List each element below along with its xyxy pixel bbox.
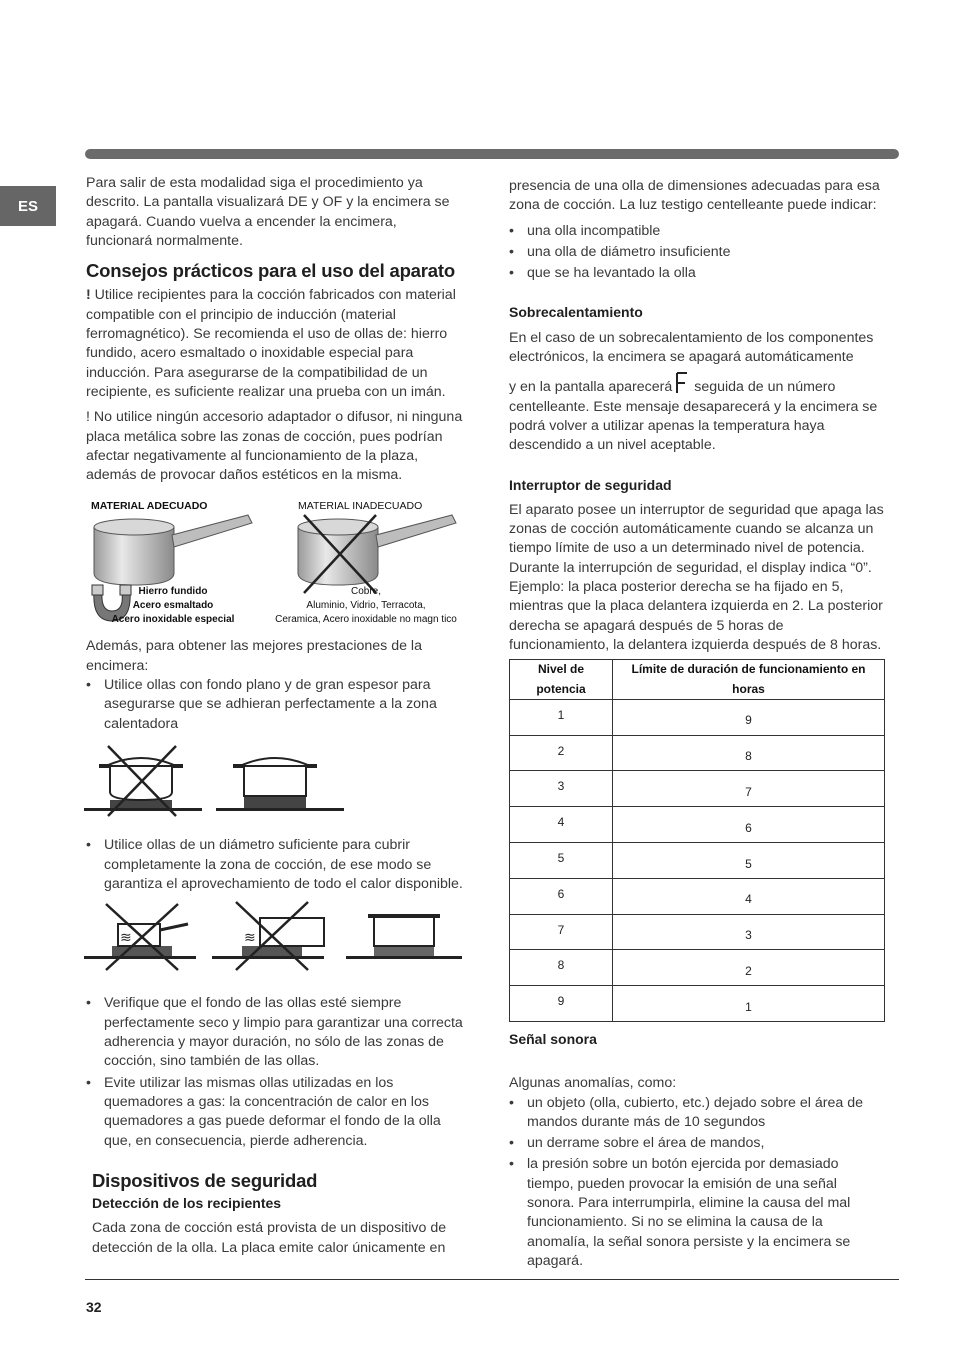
header-bar (85, 149, 899, 159)
table-header-row (510, 660, 885, 700)
detection-paragraph: Cada zona de cocción está provista de un dispositivo de detección de la olla. La placa emite calor únicamente en (92, 1220, 447, 1256)
detection-list (509, 222, 887, 284)
table-cell: 8 (510, 950, 613, 986)
sound-list (509, 1094, 887, 1272)
unsuitable-caption (266, 585, 466, 627)
tips-list-a (86, 676, 466, 734)
suitable-caption-1: Hierro fundido (138, 586, 208, 598)
table-cell: 5 (613, 843, 885, 879)
suitable-caption-3: Acero inoxidable especial (111, 614, 235, 626)
table-cell: 5 (510, 843, 613, 879)
suitable-pot-icon (94, 515, 252, 585)
svg-text:≋: ≋ (120, 929, 132, 946)
unsuitable-caption-1: Cobre, (350, 586, 381, 598)
detection-subheading: Detección de los recipientes (92, 1195, 282, 1212)
right-column (509, 177, 887, 1273)
sound-subheading: Señal sonora (509, 1031, 597, 1047)
table-row (510, 986, 885, 1022)
table-cell: 9 (613, 699, 885, 735)
suitable-caption (108, 585, 238, 627)
overheat-text-b: y en la pantalla aparecerá (509, 379, 673, 396)
table-cell: 7 (510, 914, 613, 950)
diameter-figure (84, 900, 464, 978)
list-item: • un derrame sobre el área de mandos, (509, 1134, 887, 1153)
table-header-limit: Límite de duración de funcionamiento en horas (613, 660, 885, 700)
page-number: 32 (86, 1299, 102, 1315)
tips-heading: Consejos prácticos para el uso del aparato (86, 260, 455, 282)
overheat-paragraph-a: En el caso de un sobrecalentamiento de los componentes electrónicos, la encimera se apagará automáticamente (509, 329, 874, 366)
unsuitable-caption-3: Ceramica, Acero inoxidable no magn tico (275, 614, 457, 626)
list-item: • la presión sobre un botón ejercida por demasiado tiempo, pueden provocar la emisión de una señal sonora. Para interrumpirla, elimine la causa del mal funcionamiento. Si no se elimina la causa de la anomalía, la señal sonora persiste y la encimera se apagará. (509, 1155, 887, 1271)
list-item: • que se ha levantado la olla (509, 264, 887, 283)
table-cell: 2 (510, 735, 613, 771)
table-row (510, 699, 885, 735)
list-item: • Evite utilizar las mismas ollas utilizadas en los quemadores a gas: la concentración de calor en los quemadores a gas puede deformar el fondo de la olla que, en consecuencia, pierde adherencia. (86, 1074, 466, 1151)
list-item: • Verifique que el fondo de las ollas esté siempre perfectamente seco y limpio para garantizar una correcta adherencia y mayor duración, no sólo de las zonas de cocción, sino también de las ollas. (86, 994, 466, 1071)
tip-2: ! No utilice ningún accesorio adaptador o difusor, ni ninguna placa metálica sobre las zonas de cocción, pues podrían afectar negativamente al funcionamiento de la plaza, además de provocar daños estéticos en la misma. (86, 409, 463, 484)
safety-heading: Dispositivos de seguridad (92, 1169, 318, 1191)
table-cell: 3 (613, 914, 885, 950)
table-row (510, 914, 885, 950)
also-paragraph: Además, para obtener las mejores prestaciones de la encimera: (86, 638, 422, 674)
table-row (510, 771, 885, 807)
table-cell: 9 (510, 986, 613, 1022)
switch-paragraph: El aparato posee un interruptor de seguridad que apaga las zonas de cocción automáticamente cuando se alcanza un tiempo límite de uso a un determinado nivel de potencia. Durante la interrupción de seguridad, el display indica “0”. (509, 501, 884, 576)
small-pot-icon (84, 904, 196, 970)
intro-paragraph: Para salir de esta modalidad siga el procedimiento ya descrito. La pantalla visualizará DE y OF y la encimera se apagará. Cuando vuelva a encender la encimera, funcionará normalmente. (86, 175, 450, 249)
overheat-subheading: Sobrecalentamiento (509, 304, 643, 321)
example-paragraph: Ejemplo: la placa posterior derecha se ha fijado en 5, mientras que la placa delantera izquierda en 2. La posterior derecha se apagará después de 5 horas de funcionamiento, la delantera izquierda después de 8 horas. (509, 579, 883, 653)
list-item: • Utilice ollas con fondo plano y de gran espesor para asegurarse que se adhieran perfectamente a la zona calentadora (86, 676, 466, 734)
list-item: • una olla de diámetro insuficiente (509, 243, 887, 262)
power-limit-table (509, 659, 885, 1022)
label-unsuitable: MATERIAL INADECUADO (298, 500, 423, 513)
table-cell: 4 (613, 878, 885, 914)
cross-icon (106, 904, 178, 970)
table-cell: 1 (613, 986, 885, 1022)
language-tab: ES (0, 186, 56, 226)
offset-pot-icon (212, 902, 324, 970)
list-item: • un objeto (olla, cubierto, etc.) dejado sobre el área de mandos durante más de 10 segundos (509, 1094, 887, 1133)
table-cell: 2 (613, 950, 885, 986)
label-suitable: MATERIAL ADECUADO (91, 500, 208, 513)
table-cell: 1 (510, 699, 613, 735)
table-row (510, 878, 885, 914)
table-header-level: Nivel de potencia (510, 660, 613, 700)
table-cell: 8 (613, 735, 885, 771)
unsuitable-caption-2: Aluminio, Vidrio, Terracota, (306, 600, 426, 612)
correct-pot-icon (346, 914, 462, 959)
overheat-paragraph-b (509, 371, 887, 455)
warning-mark: ! (86, 287, 91, 304)
table-cell: 3 (510, 771, 613, 807)
sound-intro: Algunas anomalías, como: (509, 1075, 677, 1092)
suitable-caption-2: Acero esmaltado (132, 600, 214, 612)
tip-1 (86, 286, 466, 402)
detection-continued: presencia de una olla de dimensiones adecuadas para esa zona de cocción. La luz testigo centelleante puede indicar: (509, 178, 880, 214)
tips-list-b (86, 836, 466, 894)
overheat-text-c: seguida de un número centelleante. Este mensaje desaparecerá y la encimera se podrá volver a utilizar apenas la temperatura haya descendido a un nivel aceptable. (509, 379, 878, 454)
table-row (510, 950, 885, 986)
footer-rule (85, 1279, 899, 1280)
good-flat-pot-icon (216, 758, 344, 811)
table-cell: 4 (510, 807, 613, 843)
table-row (510, 807, 885, 843)
table-row (510, 843, 885, 879)
table-cell: 6 (613, 807, 885, 843)
table-row (510, 735, 885, 771)
table-cell: 6 (510, 878, 613, 914)
tip-1-text: Utilice recipientes para la cocción fabricados con material compatible con el principio de inducción (material ferromagnético). Se recomienda el uso de ollas de: hierro fundido, acero esmaltado o inoxidable especial para inducción. Para asegurarse de la compatibilidad de un recipiente, es suficiente realizar una prueba con un imán. (86, 287, 456, 400)
svg-text:≋: ≋ (244, 929, 256, 946)
list-item: • Utilice ollas de un diámetro suficiente para cubrir completamente la zona de cocción, de ese modo se garantiza el aprovechamiento de todo el calor disponible. (86, 836, 466, 894)
switch-subheading: Interruptor de seguridad (509, 476, 672, 493)
table-cell: 7 (613, 771, 885, 807)
display-f-icon (674, 371, 688, 395)
left-column (86, 174, 466, 1264)
bad-warped-pot-icon (84, 746, 202, 816)
list-item: • una olla incompatible (509, 222, 887, 241)
material-figure (86, 493, 466, 633)
flat-bottom-figure (84, 740, 354, 822)
tips-list-c (86, 994, 466, 1150)
